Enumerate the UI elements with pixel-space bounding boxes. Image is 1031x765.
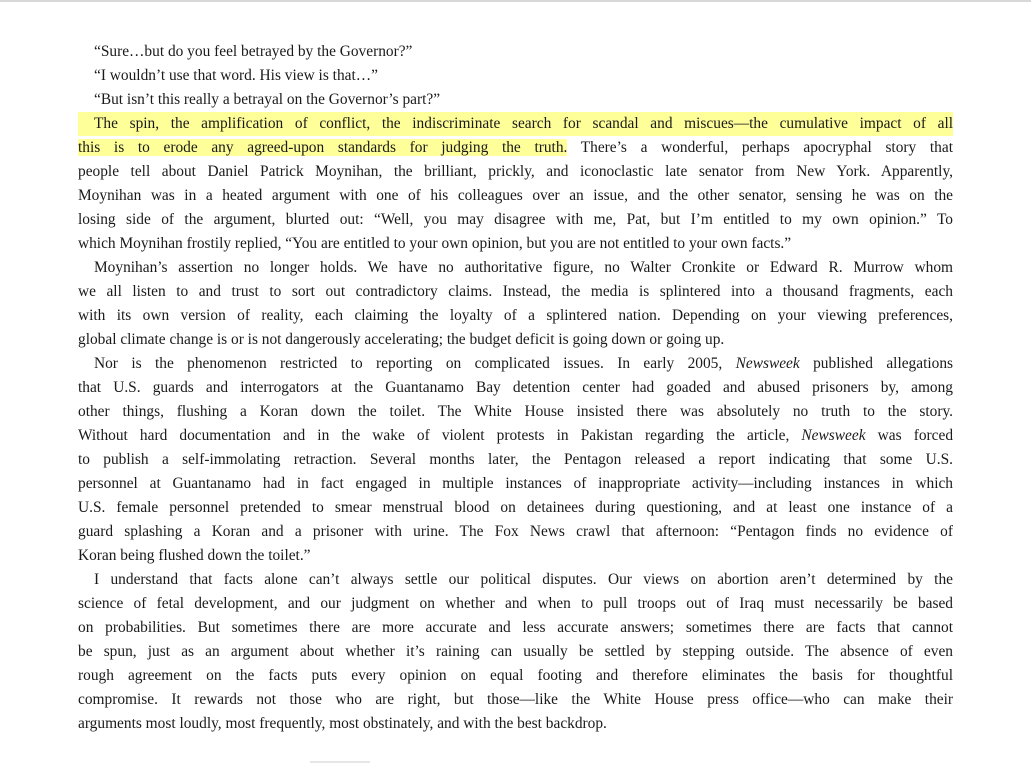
- text-line: [78, 112, 953, 136]
- highlighted-text: this is to erode any agreed-upon standards for judging the truth.: [78, 139, 568, 156]
- text-line: [78, 256, 953, 280]
- text-run: we all listen to and trust to sort out contradictory claims. Instead, the media is splintered into a thousand fragments, each: [78, 283, 953, 300]
- text-run: was forced: [865, 427, 954, 444]
- text-run: to publish a self-immolating retraction. Several months later, the Pentagon released a report indicating that some U.S.: [78, 451, 953, 468]
- top-divider: [0, 0, 1031, 2]
- text-run: “I wouldn’t use that word. His view is that…”: [94, 67, 378, 84]
- text-line: [78, 712, 953, 736]
- text-line: [78, 400, 953, 424]
- text-line: [78, 88, 953, 112]
- text-run: “Sure…but do you feel betrayed by the Governor?”: [94, 43, 413, 60]
- text-run: Moynihan was in a heated argument with one of his colleagues over an issue, and the other senator, sensing he was on the: [78, 187, 953, 204]
- text-run: Koran being flushed down the toilet.”: [78, 547, 311, 564]
- text-run: “But isn’t this really a betrayal on the Governor’s part?”: [94, 91, 441, 108]
- text-run: There’s a wonderful, perhaps apocryphal story that: [567, 139, 953, 156]
- text-line: [78, 592, 953, 616]
- text-line: [78, 496, 953, 520]
- text-line: [78, 232, 953, 256]
- text-line: [78, 520, 953, 544]
- text-run: that U.S. guards and interrogators at the Guantanamo Bay detention center had goaded and abused prisoners by, among: [78, 379, 953, 396]
- text-line: [78, 40, 953, 64]
- text-run: people tell about Daniel Patrick Moynihan, the brilliant, prickly, and iconoclastic late senator from New York. Apparently,: [78, 163, 953, 180]
- text-run: compromise. It rewards not those who are right, but those—like the White House press office—who can make their: [78, 691, 953, 708]
- highlighted-text: The spin, the amplification of conflict, the indiscriminate search for scandal and miscues—the cumulative impact of all: [94, 115, 953, 132]
- italic-text: Newsweek: [735, 355, 800, 372]
- text-run: Moynihan’s assertion no longer holds. We have no authoritative figure, no Walter Cronkite or Edward R. Murrow whom: [94, 259, 953, 276]
- text-line: [78, 184, 953, 208]
- text-run: Without hard documentation and in the wake of violent protests in Pakistan regarding the article,: [78, 427, 802, 444]
- document-page: [78, 40, 953, 736]
- text-line: [78, 448, 953, 472]
- text-run: losing side of the argument, blurted out: “Well, you may disagree with me, Pat, but I’m entitled to my own opinion.” To: [78, 211, 953, 228]
- text-run: on probabilities. But sometimes there are more accurate and less accurate answers; sometimes there are facts that cannot: [78, 619, 953, 636]
- text-line: [78, 280, 953, 304]
- text-run: rough agreement on the facts puts every opinion on equal footing and therefore eliminates the basis for thoughtful: [78, 667, 953, 684]
- text-line: [78, 664, 953, 688]
- text-line: [78, 376, 953, 400]
- text-line: [78, 424, 953, 448]
- italic-text: Newsweek: [801, 427, 866, 444]
- text-line: [78, 160, 953, 184]
- text-run: I understand that facts alone can’t always settle our political disputes. Our views on abortion aren’t determined by the: [94, 571, 953, 588]
- text-run: science of fetal development, and our judgment on whether and when to pull troops out of Iraq must necessarily be based: [78, 595, 953, 612]
- text-run: with its own version of reality, each claiming the loyalty of a splintered nation. Depending on your viewing preferences,: [78, 307, 953, 324]
- text-run: arguments most loudly, most frequently, most obstinately, and with the best backdrop.: [78, 715, 607, 732]
- text-line: [78, 688, 953, 712]
- text-line: [78, 328, 953, 352]
- text-line: [78, 352, 953, 376]
- text-run: published allegations: [799, 355, 954, 372]
- text-run: which Moynihan frostily replied, “You are entitled to your own opinion, but you are not entitled to your own facts.”: [78, 235, 792, 252]
- text-line: [78, 304, 953, 328]
- text-run: be spun, just as an argument about whether it’s raining can usually be settled by stepping outside. The absence of even: [78, 643, 953, 660]
- text-line: [78, 64, 953, 88]
- text-line: [78, 136, 953, 160]
- bottom-edge-mark: [310, 761, 370, 763]
- text-run: Nor is the phenomenon restricted to reporting on complicated issues. In early 2005,: [94, 355, 736, 372]
- text-line: [78, 568, 953, 592]
- text-run: global climate change is or is not dangerously accelerating; the budget deficit is going down or going up.: [78, 331, 725, 348]
- text-line: [78, 208, 953, 232]
- text-run: U.S. female personnel pretended to smear menstrual blood on detainees during questioning, and at least one instance of a: [78, 499, 953, 516]
- text-run: personnel at Guantanamo had in fact engaged in multiple instances of inappropriate activity—including instances in which: [78, 475, 953, 492]
- text-line: [78, 544, 953, 568]
- text-run: guard splashing a Koran and a prisoner with urine. The Fox News crawl that afternoon: “Pentagon finds no evidence of: [78, 523, 953, 540]
- text-line: [78, 472, 953, 496]
- text-line: [78, 640, 953, 664]
- text-run: other things, flushing a Koran down the toilet. The White House insisted there was absolutely no truth to the story.: [78, 403, 953, 420]
- text-line: [78, 616, 953, 640]
